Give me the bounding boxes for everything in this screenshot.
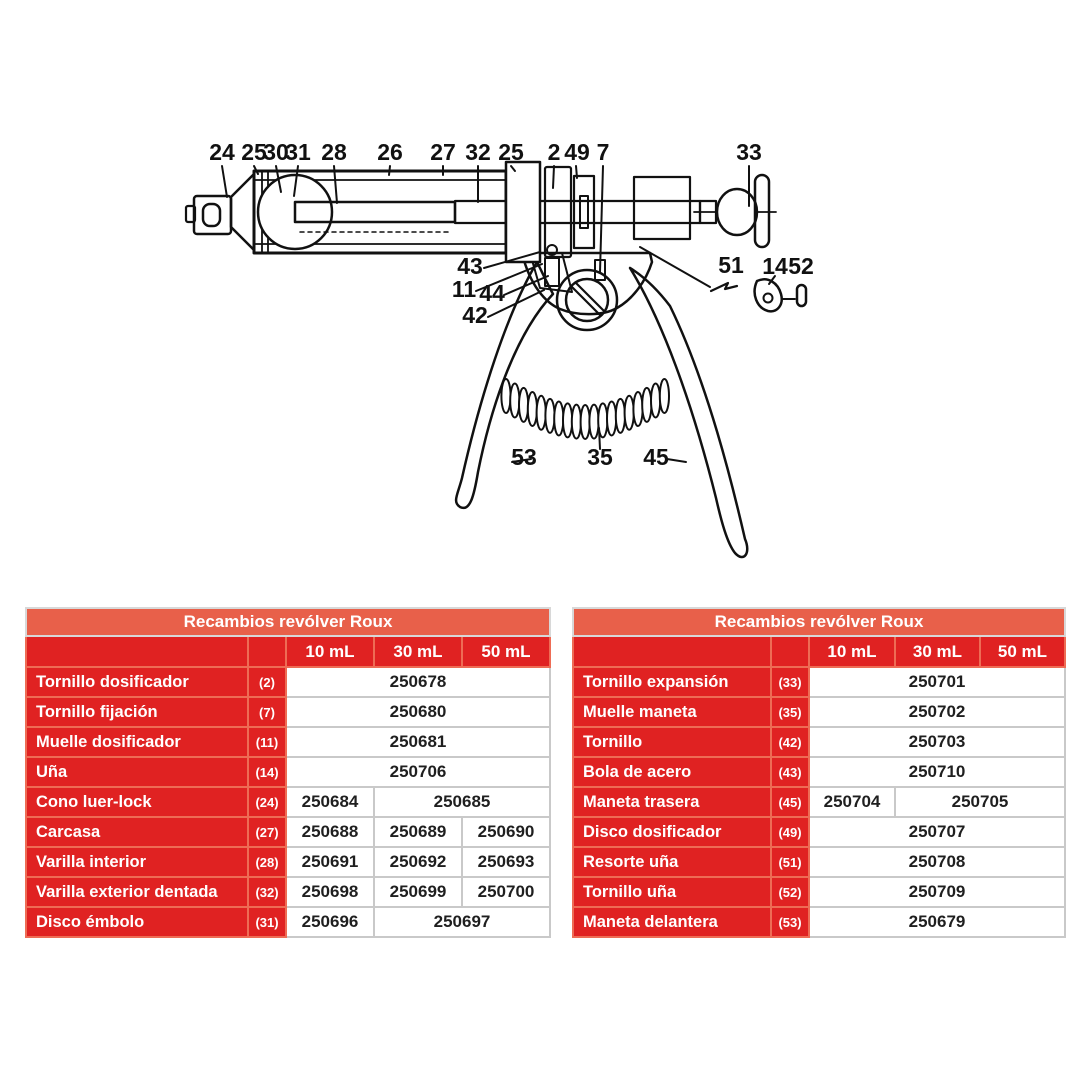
part-label-7: 7 bbox=[596, 139, 610, 165]
part-number: 250702 bbox=[809, 697, 1065, 727]
size-header: 30 mL bbox=[895, 636, 980, 667]
part-name: Muelle maneta bbox=[573, 697, 771, 727]
part-name: Tornillo expansión bbox=[573, 667, 771, 697]
part-name: Tornillo bbox=[573, 727, 771, 757]
size-header: 30 mL bbox=[374, 636, 462, 667]
table-row bbox=[573, 727, 1065, 757]
table-row bbox=[26, 667, 550, 697]
part-label-2: 2 bbox=[547, 139, 561, 165]
part-label-27: 27 bbox=[430, 139, 456, 165]
size-header: 50 mL bbox=[462, 636, 550, 667]
table-row bbox=[26, 727, 550, 757]
part-number: 250705 bbox=[895, 787, 1065, 817]
table-row bbox=[573, 847, 1065, 877]
size-header: 50 mL bbox=[980, 636, 1065, 667]
toothed-rod bbox=[455, 201, 700, 223]
part-ref: (27) bbox=[248, 817, 286, 847]
part-number: 250691 bbox=[286, 847, 374, 877]
ref-header-cell bbox=[248, 636, 286, 667]
part-name: Cono luer-lock bbox=[26, 787, 248, 817]
part-ref: (24) bbox=[248, 787, 286, 817]
table-row bbox=[26, 907, 550, 937]
part-label-45: 45 bbox=[643, 444, 669, 470]
table-row bbox=[573, 667, 1065, 697]
part-label-26: 26 bbox=[377, 139, 403, 165]
part-number: 250680 bbox=[286, 697, 550, 727]
part-label-44: 44 bbox=[479, 280, 505, 306]
part-name: Disco émbolo bbox=[26, 907, 248, 937]
part-label-43: 43 bbox=[457, 253, 483, 279]
table-row bbox=[573, 757, 1065, 787]
part-number: 250699 bbox=[374, 877, 462, 907]
part-name: Varilla interior bbox=[26, 847, 248, 877]
part-label-49: 49 bbox=[564, 139, 590, 165]
part-label-28: 28 bbox=[321, 139, 347, 165]
part-ref: (52) bbox=[771, 877, 809, 907]
part-name: Tornillo dosificador bbox=[26, 667, 248, 697]
part-name: Disco dosificador bbox=[573, 817, 771, 847]
part-ref: (33) bbox=[771, 667, 809, 697]
part-number: 250679 bbox=[809, 907, 1065, 937]
part-name: Resorte uña bbox=[573, 847, 771, 877]
parts-table-right bbox=[572, 607, 1066, 938]
rear-cap-ring bbox=[506, 162, 540, 262]
part-label-53: 53 bbox=[511, 444, 537, 470]
size-header: 10 mL bbox=[809, 636, 895, 667]
part-name: Tornillo fijación bbox=[26, 697, 248, 727]
part-number: 250684 bbox=[286, 787, 374, 817]
part-label-30: 30 bbox=[263, 139, 289, 165]
corner-cell bbox=[573, 636, 771, 667]
table-row bbox=[26, 847, 550, 877]
end-shaft bbox=[694, 189, 776, 235]
part-number: 250696 bbox=[286, 907, 374, 937]
table-title: Recambios revólver Roux bbox=[26, 608, 550, 636]
claw-spring-arrow bbox=[711, 283, 737, 291]
part-number: 250692 bbox=[374, 847, 462, 877]
table-row bbox=[26, 817, 550, 847]
part-ref: (31) bbox=[248, 907, 286, 937]
table-row bbox=[573, 817, 1065, 847]
table-row bbox=[26, 877, 550, 907]
claw-screw-pin bbox=[797, 285, 806, 306]
part-name: Bola de acero bbox=[573, 757, 771, 787]
part-ref: (42) bbox=[771, 727, 809, 757]
part-label-35: 35 bbox=[587, 444, 613, 470]
part-name: Maneta delantera bbox=[573, 907, 771, 937]
spare-parts-tables bbox=[25, 607, 1066, 938]
part-number: 250703 bbox=[809, 727, 1065, 757]
table-row bbox=[26, 787, 550, 817]
table-row bbox=[26, 757, 550, 787]
handle-spring bbox=[501, 379, 669, 439]
part-label-32: 32 bbox=[465, 139, 491, 165]
table-row bbox=[573, 877, 1065, 907]
part-number: 250707 bbox=[809, 817, 1065, 847]
part-ref: (2) bbox=[248, 667, 286, 697]
part-ref: (35) bbox=[771, 697, 809, 727]
luer-lock-cone bbox=[186, 174, 254, 250]
part-label-42: 42 bbox=[462, 302, 488, 328]
part-ref: (49) bbox=[771, 817, 809, 847]
part-name: Varilla exterior dentada bbox=[26, 877, 248, 907]
part-label-52: 52 bbox=[788, 253, 814, 279]
part-label-33: 33 bbox=[736, 139, 762, 165]
part-number: 250704 bbox=[809, 787, 895, 817]
part-label-25-rear: 25 bbox=[498, 139, 524, 165]
part-ref: (53) bbox=[771, 907, 809, 937]
part-label-51: 51 bbox=[718, 252, 744, 278]
part-name: Carcasa bbox=[26, 817, 248, 847]
part-name: Tornillo uña bbox=[573, 877, 771, 907]
size-header: 10 mL bbox=[286, 636, 374, 667]
ref-header-cell bbox=[771, 636, 809, 667]
part-number: 250698 bbox=[286, 877, 374, 907]
part-number: 250690 bbox=[462, 817, 550, 847]
part-number: 250706 bbox=[286, 757, 550, 787]
part-number: 250710 bbox=[809, 757, 1065, 787]
part-number: 250678 bbox=[286, 667, 550, 697]
part-number: 250708 bbox=[809, 847, 1065, 877]
corner-cell bbox=[26, 636, 248, 667]
part-number: 250689 bbox=[374, 817, 462, 847]
part-name: Maneta trasera bbox=[573, 787, 771, 817]
part-number: 250709 bbox=[809, 877, 1065, 907]
part-label-11: 11 bbox=[451, 276, 477, 302]
part-number: 250693 bbox=[462, 847, 550, 877]
part-ref: (43) bbox=[771, 757, 809, 787]
part-ref: (7) bbox=[248, 697, 286, 727]
part-label-14: 14 bbox=[762, 253, 788, 279]
part-number: 250700 bbox=[462, 877, 550, 907]
table-row bbox=[573, 907, 1065, 937]
table-row bbox=[573, 787, 1065, 817]
part-number: 250697 bbox=[374, 907, 550, 937]
ratchet-block bbox=[634, 177, 690, 239]
part-label-24: 24 bbox=[209, 139, 235, 165]
part-label-25-front: 25 bbox=[241, 139, 267, 165]
part-number: 250685 bbox=[374, 787, 550, 817]
part-number: 250701 bbox=[809, 667, 1065, 697]
part-number: 250681 bbox=[286, 727, 550, 757]
part-ref: (51) bbox=[771, 847, 809, 877]
part-number: 250688 bbox=[286, 817, 374, 847]
part-ref: (32) bbox=[248, 877, 286, 907]
table-title: Recambios revólver Roux bbox=[573, 608, 1065, 636]
dosing-disc bbox=[574, 176, 594, 248]
dosing-knurled-nut bbox=[545, 167, 571, 257]
part-ref: (45) bbox=[771, 787, 809, 817]
part-ref: (28) bbox=[248, 847, 286, 877]
part-ref: (14) bbox=[248, 757, 286, 787]
part-name: Uña bbox=[26, 757, 248, 787]
part-name: Muelle dosificador bbox=[26, 727, 248, 757]
part-ref: (11) bbox=[248, 727, 286, 757]
parts-table-left bbox=[25, 607, 551, 938]
part-label-31: 31 bbox=[285, 139, 311, 165]
table-row bbox=[26, 697, 550, 727]
table-row bbox=[573, 697, 1065, 727]
pivot-screw bbox=[557, 270, 617, 330]
